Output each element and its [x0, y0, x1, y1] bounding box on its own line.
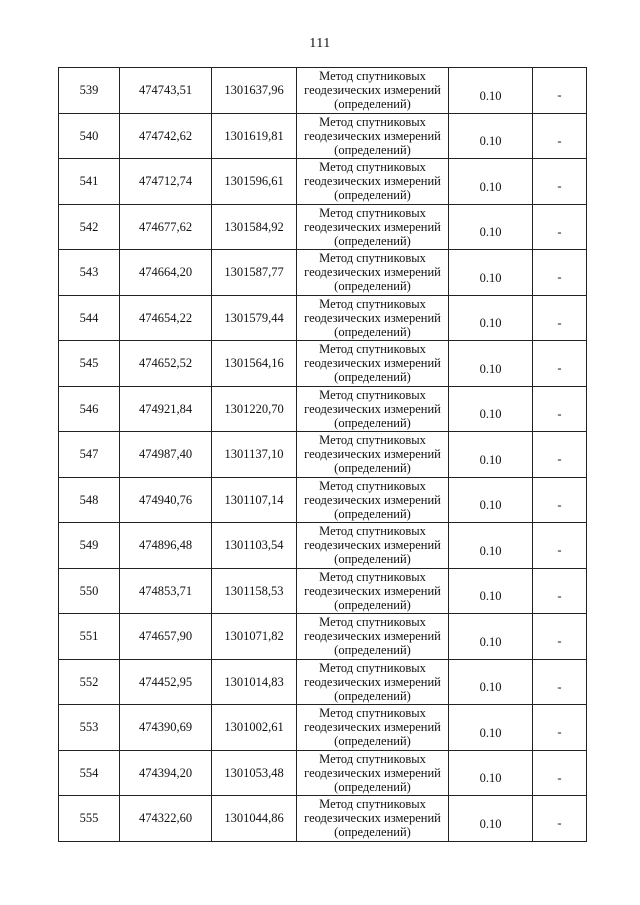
- accuracy-cell: [449, 432, 533, 478]
- x-coordinate-cell: 474452,95: [120, 659, 212, 705]
- x-coordinate-cell: 474664,20: [120, 250, 212, 296]
- x-coordinate-cell: 474390,69: [120, 705, 212, 751]
- y-coordinate-cell: 1301619,81: [212, 113, 297, 159]
- y-coordinate-cell: 1301584,92: [212, 204, 297, 250]
- x-coordinate-cell: 474742,62: [120, 113, 212, 159]
- accuracy-value: 0.10: [479, 134, 502, 149]
- note-value: -: [557, 634, 562, 649]
- x-coordinate-cell: 474322,60: [120, 796, 212, 842]
- x-coordinate-cell: 474987,40: [120, 432, 212, 478]
- method-cell: [297, 113, 449, 159]
- x-coordinate-cell: 474652,52: [120, 341, 212, 387]
- method-line-3: (определений): [334, 233, 411, 248]
- x-coordinate-cell: 474853,71: [120, 568, 212, 614]
- note-cell: [533, 568, 587, 614]
- method-line-2: геодезических измерений: [304, 538, 441, 553]
- note-cell: [533, 614, 587, 660]
- accuracy-cell: [449, 295, 533, 341]
- method-line-1: Метод спутниковых: [319, 706, 426, 721]
- x-coordinate-cell: 474677,62: [120, 204, 212, 250]
- method-line-1: Метод спутниковых: [319, 387, 426, 402]
- accuracy-value: 0.10: [479, 771, 502, 786]
- method-cell: [297, 568, 449, 614]
- method-line-2: геодезических измерений: [304, 492, 441, 507]
- note-cell: [533, 250, 587, 296]
- note-cell: [533, 659, 587, 705]
- accuracy-value: 0.10: [479, 452, 502, 467]
- method-line-1: Метод спутниковых: [319, 296, 426, 311]
- method-cell: [297, 250, 449, 296]
- accuracy-value: 0.10: [479, 498, 502, 513]
- method-cell: [297, 705, 449, 751]
- accuracy-value: 0.10: [479, 680, 502, 695]
- table-row: [59, 659, 587, 705]
- coordinates-table: [58, 67, 587, 842]
- method-line-3: (определений): [334, 597, 411, 612]
- method-line-3: (определений): [334, 506, 411, 521]
- method-line-3: (определений): [334, 825, 411, 840]
- y-coordinate-cell: 1301158,53: [212, 568, 297, 614]
- coordinates-table-body: [59, 68, 587, 842]
- note-cell: [533, 477, 587, 523]
- point-number-cell: 541: [59, 159, 120, 205]
- y-coordinate-cell: 1301107,14: [212, 477, 297, 523]
- accuracy-cell: [449, 477, 533, 523]
- accuracy-value: 0.10: [479, 270, 502, 285]
- note-value: -: [557, 361, 562, 376]
- x-coordinate-cell: 474940,76: [120, 477, 212, 523]
- point-number-cell: 540: [59, 113, 120, 159]
- method-line-3: (определений): [334, 97, 411, 112]
- method-cell: [297, 796, 449, 842]
- method-line-1: Метод спутниковых: [319, 751, 426, 766]
- accuracy-value: 0.10: [479, 361, 502, 376]
- point-number-cell: 551: [59, 614, 120, 660]
- accuracy-value: 0.10: [479, 88, 502, 103]
- method-line-1: Метод спутниковых: [319, 797, 426, 812]
- x-coordinate-cell: 474743,51: [120, 68, 212, 114]
- point-number-cell: 548: [59, 477, 120, 523]
- x-coordinate-cell: 474921,84: [120, 386, 212, 432]
- note-cell: [533, 796, 587, 842]
- accuracy-value: 0.10: [479, 316, 502, 331]
- note-value: -: [557, 497, 562, 512]
- y-coordinate-cell: 1301220,70: [212, 386, 297, 432]
- table-row: [59, 568, 587, 614]
- note-value: -: [557, 224, 562, 239]
- note-value: -: [557, 179, 562, 194]
- method-cell: [297, 477, 449, 523]
- accuracy-cell: [449, 159, 533, 205]
- accuracy-cell: [449, 750, 533, 796]
- accuracy-cell: [449, 705, 533, 751]
- point-number-cell: 546: [59, 386, 120, 432]
- method-line-1: Метод спутниковых: [319, 342, 426, 357]
- note-value: -: [557, 816, 562, 831]
- method-line-1: Метод спутниковых: [319, 114, 426, 129]
- method-cell: [297, 68, 449, 114]
- method-line-2: геодезических измерений: [304, 219, 441, 234]
- accuracy-cell: [449, 68, 533, 114]
- method-line-2: геодезических измерений: [304, 447, 441, 462]
- method-cell: [297, 750, 449, 796]
- table-row: [59, 204, 587, 250]
- method-line-1: Метод спутниковых: [319, 524, 426, 539]
- point-number-cell: 552: [59, 659, 120, 705]
- note-value: -: [557, 543, 562, 558]
- y-coordinate-cell: 1301587,77: [212, 250, 297, 296]
- note-cell: [533, 113, 587, 159]
- table-row: [59, 113, 587, 159]
- method-cell: [297, 341, 449, 387]
- accuracy-cell: [449, 568, 533, 614]
- page-number: 111: [309, 36, 331, 51]
- method-cell: [297, 432, 449, 478]
- method-line-2: геодезических измерений: [304, 674, 441, 689]
- method-line-3: (определений): [334, 461, 411, 476]
- note-value: -: [557, 88, 562, 103]
- note-cell: [533, 432, 587, 478]
- method-line-3: (определений): [334, 142, 411, 157]
- accuracy-value: 0.10: [479, 725, 502, 740]
- method-line-1: Метод спутниковых: [319, 160, 426, 175]
- method-line-2: геодезических измерений: [304, 356, 441, 371]
- method-line-3: (определений): [334, 643, 411, 658]
- accuracy-cell: [449, 614, 533, 660]
- method-line-2: геодезических измерений: [304, 83, 441, 98]
- method-line-2: геодезических измерений: [304, 629, 441, 644]
- y-coordinate-cell: 1301053,48: [212, 750, 297, 796]
- accuracy-cell: [449, 659, 533, 705]
- accuracy-cell: [449, 386, 533, 432]
- y-coordinate-cell: 1301002,61: [212, 705, 297, 751]
- y-coordinate-cell: 1301579,44: [212, 295, 297, 341]
- point-number-cell: 547: [59, 432, 120, 478]
- y-coordinate-cell: 1301044,86: [212, 796, 297, 842]
- point-number-cell: 544: [59, 295, 120, 341]
- point-number-cell: 549: [59, 523, 120, 569]
- note-cell: [533, 159, 587, 205]
- table-row: [59, 750, 587, 796]
- point-number-cell: 545: [59, 341, 120, 387]
- method-line-3: (определений): [334, 688, 411, 703]
- note-cell: [533, 750, 587, 796]
- method-line-2: геодезических измерений: [304, 265, 441, 280]
- method-line-1: Метод спутниковых: [319, 660, 426, 675]
- method-line-3: (определений): [334, 779, 411, 794]
- note-cell: [533, 68, 587, 114]
- note-cell: [533, 705, 587, 751]
- point-number-cell: 553: [59, 705, 120, 751]
- table-row: [59, 386, 587, 432]
- table-row: [59, 250, 587, 296]
- accuracy-cell: [449, 250, 533, 296]
- note-cell: [533, 204, 587, 250]
- table-row: [59, 68, 587, 114]
- x-coordinate-cell: 474712,74: [120, 159, 212, 205]
- table-row: [59, 796, 587, 842]
- method-cell: [297, 614, 449, 660]
- method-line-3: (определений): [334, 188, 411, 203]
- method-line-1: Метод спутниковых: [319, 569, 426, 584]
- method-line-3: (определений): [334, 734, 411, 749]
- accuracy-cell: [449, 204, 533, 250]
- method-line-1: Метод спутниковых: [319, 69, 426, 84]
- note-value: -: [557, 315, 562, 330]
- accuracy-cell: [449, 113, 533, 159]
- table-row: [59, 477, 587, 523]
- method-line-3: (определений): [334, 324, 411, 339]
- y-coordinate-cell: 1301637,96: [212, 68, 297, 114]
- method-line-2: геодезических измерений: [304, 811, 441, 826]
- method-line-2: геодезических измерений: [304, 310, 441, 325]
- y-coordinate-cell: 1301014,83: [212, 659, 297, 705]
- x-coordinate-cell: 474896,48: [120, 523, 212, 569]
- method-line-3: (определений): [334, 552, 411, 567]
- note-value: -: [557, 588, 562, 603]
- note-cell: [533, 341, 587, 387]
- method-cell: [297, 204, 449, 250]
- method-cell: [297, 523, 449, 569]
- y-coordinate-cell: 1301564,16: [212, 341, 297, 387]
- point-number-cell: 543: [59, 250, 120, 296]
- method-line-2: геодезических измерений: [304, 765, 441, 780]
- table-row: [59, 432, 587, 478]
- method-line-2: геодезических измерений: [304, 401, 441, 416]
- method-line-3: (определений): [334, 370, 411, 385]
- table-row: [59, 614, 587, 660]
- method-line-1: Метод спутниковых: [319, 433, 426, 448]
- method-line-2: геодезических измерений: [304, 720, 441, 735]
- y-coordinate-cell: 1301071,82: [212, 614, 297, 660]
- y-coordinate-cell: 1301596,61: [212, 159, 297, 205]
- point-number-cell: 555: [59, 796, 120, 842]
- accuracy-cell: [449, 341, 533, 387]
- accuracy-value: 0.10: [479, 225, 502, 240]
- note-value: -: [557, 452, 562, 467]
- note-value: -: [557, 725, 562, 740]
- x-coordinate-cell: 474654,22: [120, 295, 212, 341]
- method-cell: [297, 159, 449, 205]
- method-cell: [297, 386, 449, 432]
- method-line-1: Метод спутниковых: [319, 251, 426, 266]
- note-value: -: [557, 133, 562, 148]
- accuracy-cell: [449, 523, 533, 569]
- note-cell: [533, 386, 587, 432]
- method-cell: [297, 295, 449, 341]
- method-line-3: (определений): [334, 415, 411, 430]
- point-number-cell: 542: [59, 204, 120, 250]
- y-coordinate-cell: 1301137,10: [212, 432, 297, 478]
- table-row: [59, 295, 587, 341]
- x-coordinate-cell: 474657,90: [120, 614, 212, 660]
- table-row: [59, 159, 587, 205]
- method-line-2: геодезических измерений: [304, 583, 441, 598]
- point-number-cell: 550: [59, 568, 120, 614]
- accuracy-value: 0.10: [479, 179, 502, 194]
- note-value: -: [557, 679, 562, 694]
- table-row: [59, 523, 587, 569]
- method-line-3: (определений): [334, 279, 411, 294]
- method-line-2: геодезических измерений: [304, 174, 441, 189]
- note-value: -: [557, 406, 562, 421]
- note-cell: [533, 295, 587, 341]
- accuracy-cell: [449, 796, 533, 842]
- point-number-cell: 554: [59, 750, 120, 796]
- x-coordinate-cell: 474394,20: [120, 750, 212, 796]
- note-value: -: [557, 270, 562, 285]
- method-line-1: Метод спутниковых: [319, 478, 426, 493]
- accuracy-value: 0.10: [479, 407, 502, 422]
- method-line-2: геодезических измерений: [304, 128, 441, 143]
- accuracy-value: 0.10: [479, 634, 502, 649]
- note-value: -: [557, 770, 562, 785]
- accuracy-value: 0.10: [479, 589, 502, 604]
- method-line-1: Метод спутниковых: [319, 615, 426, 630]
- method-line-1: Метод спутниковых: [319, 205, 426, 220]
- note-cell: [533, 523, 587, 569]
- y-coordinate-cell: 1301103,54: [212, 523, 297, 569]
- table-row: [59, 705, 587, 751]
- table-row: [59, 341, 587, 387]
- accuracy-value: 0.10: [479, 543, 502, 558]
- point-number-cell: 539: [59, 68, 120, 114]
- method-cell: [297, 659, 449, 705]
- accuracy-value: 0.10: [479, 816, 502, 831]
